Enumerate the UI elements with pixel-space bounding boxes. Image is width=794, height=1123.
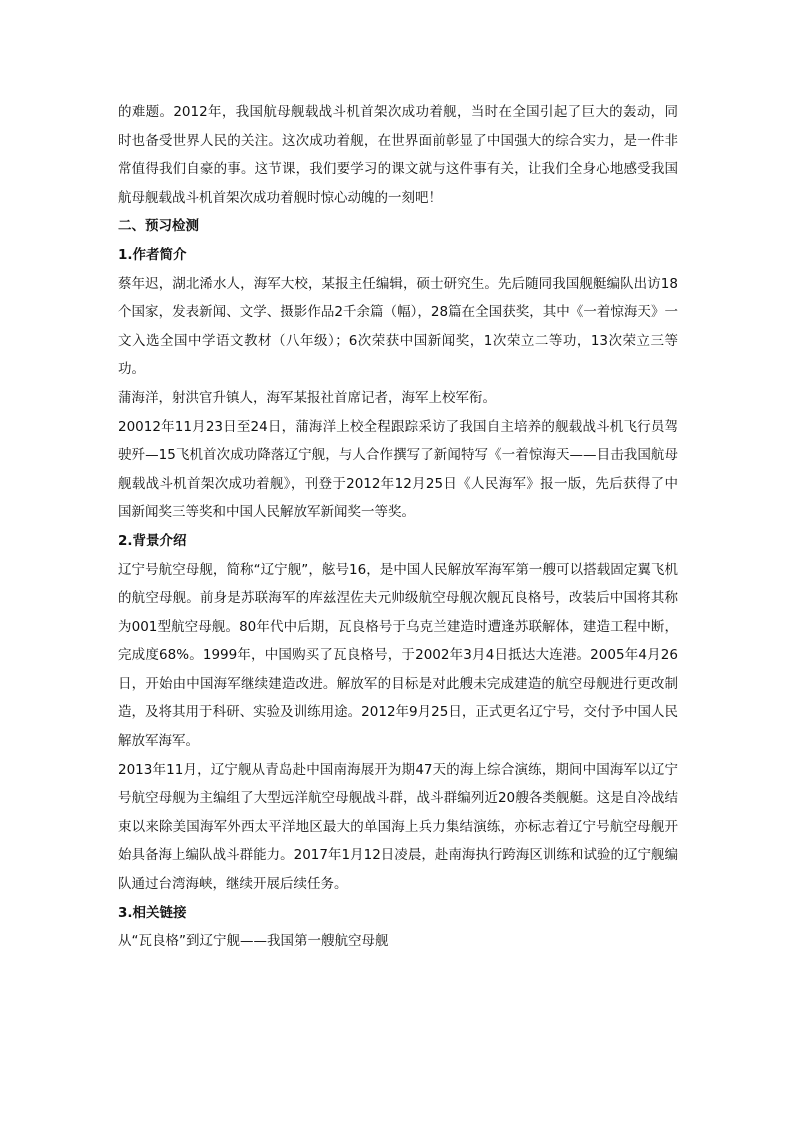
background-heading: 2.背景介绍 [118, 532, 187, 549]
background-paragraph-exercise: 2013年11月，辽宁舰从青岛赴中国南海展开为期47天的海上综合演练，期间中国海军以辽宁号航空母舰为主编组了大型远洋航空母舰战斗群，战斗群编列近20艘各类舰艇。这是自冷战结束以来除美国海军外西太平洋地区最大的单国海上兵力集结演练，亦标志着辽宁号航空母舰开始具备海上编队战斗群能力。2017年1月12日凌晨，赴南海执行跨海区训练和试验的辽宁舰编队通过台湾海峡，继续开展后续任务。 [118, 761, 678, 893]
intro-paragraph: 的难题。2012年，我国航母舰载战斗机首架次成功着舰，当时在全国引起了巨大的轰动，同时也备受世界人民的关注。这次成功着舰，在世界面前彰显了中国强大的综合实力，是一件非常值得我们自豪的事。这节课，我们要学习的课文就与这件事有关，让我们全身心地感受我国航母舰载战斗机首架次成功着舰时惊心动魄的一刻吧！ [118, 104, 678, 206]
section-two-heading: 二、预习检测 [118, 218, 199, 235]
document-page [118, 98, 678, 956]
author-heading: 1.作者简介 [118, 246, 187, 263]
background-paragraph-liaoning: 辽宁号航空母舰，简称“辽宁舰”，舷号16，是中国人民解放军海军第一艘可以搭载固定翼飞机的航空母舰。前身是苏联海军的库兹涅佐夫元帅级航空母舰次舰瓦良格号，改装后中国将其称为001型航空母舰。80年代中后期，瓦良格号于乌克兰建造时遭逢苏联解体，建造工程中断，完成度68%。1999年，中国购买了瓦良格号，于2002年3月4日抵达大连港。2005年4月26日，开始由中国海军继续建造改进。解放军的目标是对此艘未完成建造的航空母舰进行更改制造，及将其用于科研、实验及训练用途。2012年9月25日，正式更名辽宁号，交付予中国人民解放军海军。 [118, 561, 678, 750]
author-paragraph-article: 20012年11月23日至24日，蒲海洋上校全程跟踪采访了我国自主培养的舰载战斗机飞行员驾驶歼—15飞机首次成功降落辽宁舰，与人合作撰写了新闻特写《一着惊海天——目击我国航母舰载战斗机首架次成功着舰》，刊登于2012年12月25日《人民海军》报一版，先后获得了中国新闻奖三等奖和中国人民解放军新闻奖一等奖。 [118, 418, 678, 521]
author-paragraph-pu: 蒲海洋，射洪官升镇人，海军某报社首席记者，海军上校军衔。 [118, 389, 496, 406]
author-paragraph-cai: 蔡年迟，湖北浠水人，海军大校，某报主任编辑，硕士研究生。先后随同我国舰艇编队出访18个国家，发表新闻、文学、摄影作品2千余篇（幅），28篇在全国获奖，其中《一着惊海天》一文入选全国中学语文教材（八年级）；6次荣获中国新闻奖，1次荣立二等功，13次荣立三等功。 [118, 275, 678, 378]
links-heading: 3.相关链接 [118, 904, 187, 921]
links-paragraph: 从“瓦良格”到辽宁舰——我国第一艘航空母舰 [118, 933, 389, 950]
